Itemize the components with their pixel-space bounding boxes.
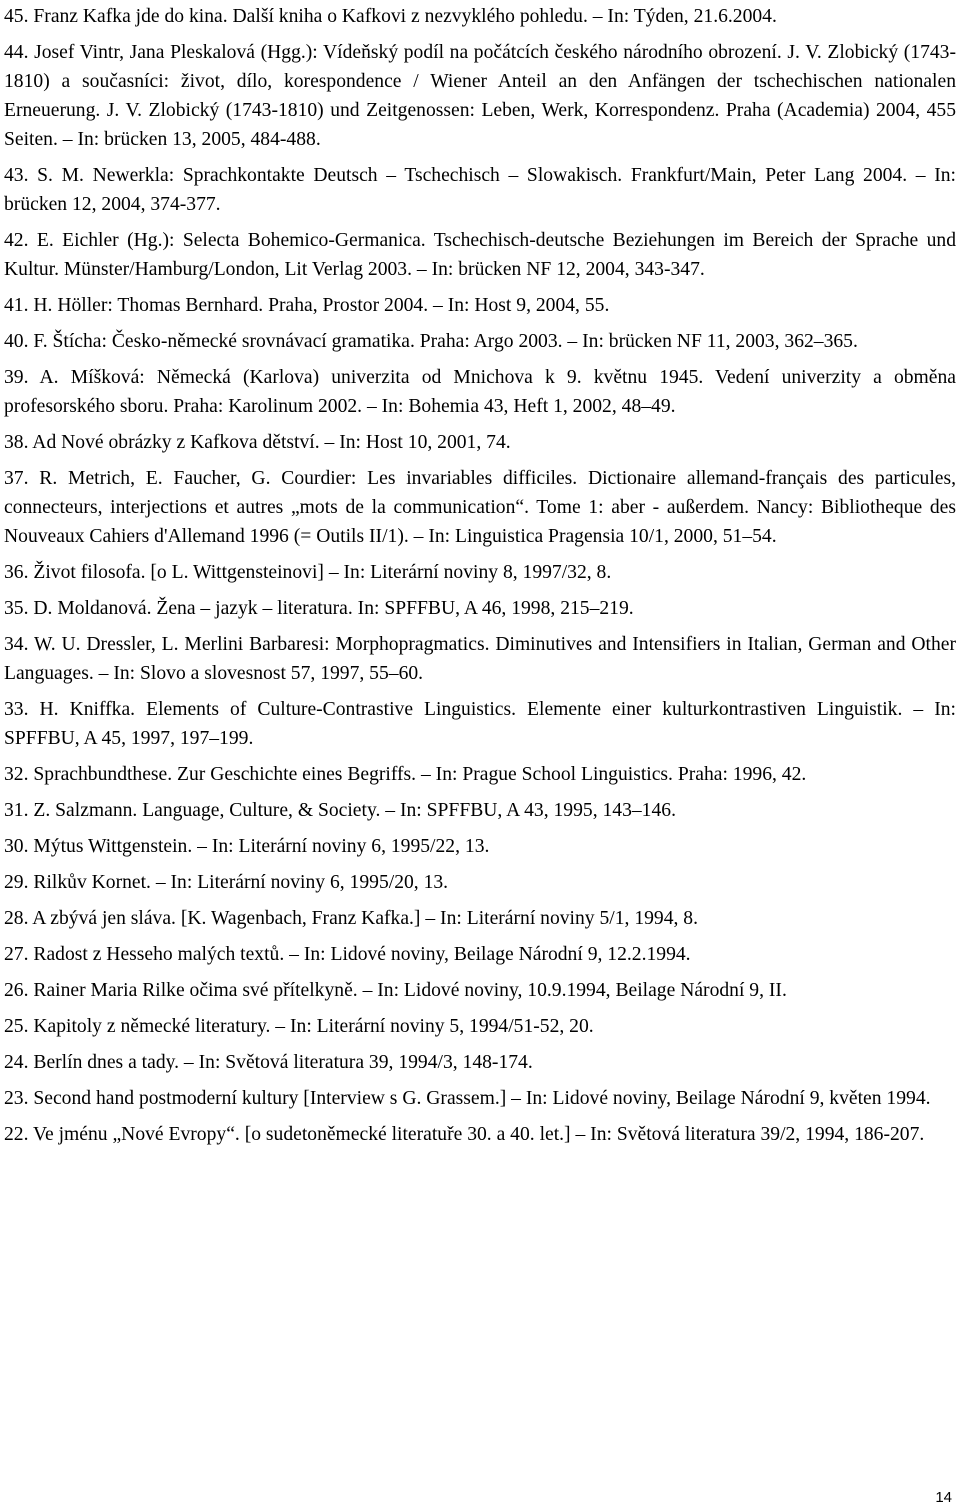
bibliography-entry-41: 41. H. Höller: Thomas Bernhard. Praha, Prostor 2004. – In: Host 9, 2004, 55. — [4, 295, 610, 316]
bibliography-entry-43: 43. S. M. Newerkla: Sprachkontakte Deutsch – Tschechisch – Slowakisch. Frankfurt/Main, Peter Lang 2004. – In: brücken 12, 2004, 374-377. — [4, 165, 956, 215]
bibliography-entry-27: 27. Radost z Hesseho malých textů. – In: Lidové noviny, Beilage Národní 9, 12.2.1994. — [4, 944, 691, 965]
bibliography-entry-24: 24. Berlín dnes a tady. – In: Světová literatura 39, 1994/3, 148-174. — [4, 1052, 533, 1073]
bibliography-entry-37: 37. R. Metrich, E. Faucher, G. Courdier: Les invariables difficiles. Dictionaire allemand-français des particules, connecteurs, interjections et autres „mots de la communication“. Tome 1: aber - außerdem. Nancy: Bibliotheque des Nouveaux Cahiers d'Allemand 1996 (= Outils II/1). – In: Linguistica Pragensia 10/1, 2000, 51–54. — [4, 468, 956, 547]
bibliography-entry-35: 35. D. Moldanová. Žena – jazyk – literatura. In: SPFFBU, A 46, 1998, 215–219. — [4, 598, 634, 619]
bibliography-entry-40: 40. F. Štícha: Česko-německé srovnávací gramatika. Praha: Argo 2003. – In: brücken NF 11, 2003, 362–365. — [4, 331, 858, 352]
bibliography-entry-45: 45. Franz Kafka jde do kina. Další kniha o Kafkovi z nezvyklého pohledu. – In: Týden, 21.6.2004. — [4, 6, 777, 27]
bibliography-entry-28: 28. A zbývá jen sláva. [K. Wagenbach, Franz Kafka.] – In: Literární noviny 5/1, 1994, 8. — [4, 908, 698, 929]
bibliography-entry-44: 44. Josef Vintr, Jana Pleskalová (Hgg.): Vídeňský podíl na počátcích českého národního obrození. J. V. Zlobický (1743-1810) a současníci: život, dílo, korespondence / Wiener Anteil an den Anfängen der tschechischen nationalen Erneuerung. J. V. Zlobický (1743-1810) und Zeitgenossen: Leben, Werk, Korrespondenz. Praha (Academia) 2004, 455 Seiten. – In: brücken 13, 2005, 484-488. — [4, 42, 956, 150]
bibliography-entry-22: 22. Ve jménu „Nové Evropy“. [o sudetoněmecké literatuře 30. a 40. let.] – In: Světová literatura 39/2, 1994, 186-207. — [4, 1124, 925, 1145]
bibliography-entry-31: 31. Z. Salzmann. Language, Culture, & Society. – In: SPFFBU, A 43, 1995, 143–146. — [4, 800, 676, 821]
page-number: 14 — [935, 1489, 952, 1506]
bibliography-entry-32: 32. Sprachbundthese. Zur Geschichte eines Begriffs. – In: Prague School Linguistics. Praha: 1996, 42. — [4, 764, 807, 785]
bibliography-entry-29: 29. Rilkův Kornet. – In: Literární noviny 6, 1995/20, 13. — [4, 872, 449, 893]
bibliography-entry-39: 39. A. Míšková: Německá (Karlova) univerzita od Mnichova k 9. květnu 1945. Vedení univerzity a obměna profesorského sboru. Praha: Karolinum 2002. – In: Bohemia 43, Heft 1, 2002, 48–49. — [4, 367, 956, 417]
bibliography-entry-36: 36. Život filosofa. [o L. Wittgensteinovi] – In: Literární noviny 8, 1997/32, 8. — [4, 562, 612, 583]
bibliography-entry-30: 30. Mýtus Wittgenstein. – In: Literární noviny 6, 1995/22, 13. — [4, 836, 490, 857]
bibliography-entry-26: 26. Rainer Maria Rilke očima své přítelkyně. – In: Lidové noviny, 10.9.1994, Beilage Národní 9, II. — [4, 980, 787, 1001]
bibliography-entry-33: 33. H. Kniffka. Elements of Culture-Contrastive Linguistics. Elemente einer kulturkontrastiven Linguistik. – In: SPFFBU, A 45, 1997, 197–199. — [4, 699, 956, 749]
bibliography-entry-23: 23. Second hand postmoderní kultury [Interview s G. Grassem.] – In: Lidové noviny, Beilage Národní 9, květen 1994. — [4, 1088, 931, 1109]
bibliography-list — [4, 2, 956, 1156]
bibliography-entry-34: 34. W. U. Dressler, L. Merlini Barbaresi: Morphopragmatics. Diminutives and Intensifiers in Italian, German and Other Languages. – In: Slovo a slovesnost 57, 1997, 55–60. — [4, 634, 956, 684]
bibliography-entry-38: 38. Ad Nové obrázky z Kafkova dětství. – In: Host 10, 2001, 74. — [4, 432, 511, 453]
bibliography-entry-42: 42. E. Eichler (Hg.): Selecta Bohemico-Germanica. Tschechisch-deutsche Beziehungen im Bereich der Sprache und Kultur. Münster/Hamburg/London, Lit Verlag 2003. – In: brücken NF 12, 2004, 343-347. — [4, 230, 956, 280]
bibliography-entry-25: 25. Kapitoly z německé literatury. – In: Literární noviny 5, 1994/51-52, 20. — [4, 1016, 594, 1037]
